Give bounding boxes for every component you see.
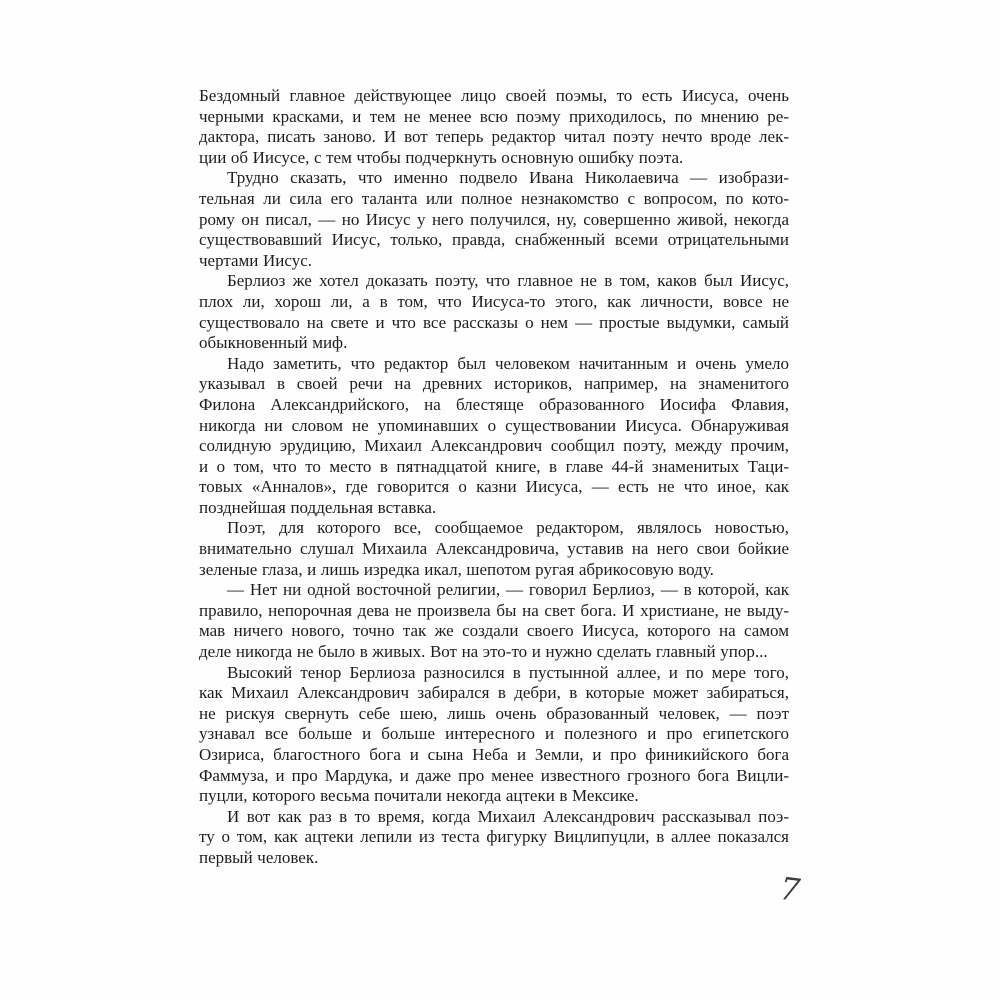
text-line: узнавал все больше и больше интересного и полезного и про египетского [199,724,789,744]
text-line: Трудно сказать, что именно подвело Ивана Николаевича — изобрази- [227,168,789,188]
paragraph [199,518,789,580]
text-line: товых «Анналов», где говорится о казни Иисуса, — есть не что иное, как [199,477,789,497]
text-line: как Михаил Александрович забирался в дебри, в которые может забираться, [199,683,789,703]
text-line: внимательно слушал Михаила Александровича, уставив на него свои бойкие [199,539,789,559]
text-line: Бездомный главное действующее лицо своей поэмы, то есть Иисуса, очень [199,86,789,105]
text-line: Поэт, для которого все, сообщаемое редактором, являлось новостью, [227,518,789,538]
text-line: солидную эрудицию, Михаил Александрович сообщил поэту, между прочим, [199,436,789,456]
text-line: дактора, писать заново. И вот теперь редактор читал поэту нечто вроде лек- [199,127,789,147]
text-line: обыкновенный миф. [199,333,348,353]
text-line: плох ли, хорош ли, а в том, что Иисуса-то этого, как личности, вовсе не [199,291,789,311]
text-line: существовавший Иисус, только, правда, снабженный всеми отрицательными [199,230,789,250]
text-line: рому он писал, — но Иисус у него получился, ну, совершенно живой, некогда [199,209,789,229]
text-line: тельная ли сила его таланта или полное незнакомство с вопросом, по кото- [199,188,789,208]
paragraph [199,663,789,807]
paragraph [199,354,789,519]
paragraph [199,580,789,662]
paragraph [199,271,789,353]
text-line: чертами Иисус. [199,250,312,270]
text-line: черными красками, и тем не менее всю поэму приходилось, по мнению ре- [199,106,789,126]
text-block [199,86,789,869]
paragraph [199,168,789,271]
text-line: указывал в своей речи на древних историков, например, на знаменитого [199,374,789,394]
text-line: существовало на свете и что все рассказы о нем — простые выдумки, самый [199,312,789,332]
text-line: не рискуя свернуть себе шею, лишь очень образованный человек, — поэт [199,703,789,723]
text-line: Берлиоз же хотел доказать поэту, что главное не в том, каков был Иисус, [227,271,789,291]
page-number: 7 [777,870,802,910]
paragraph [199,86,789,168]
text-line: мав ничего нового, точно так же создали своего Иисуса, которого на самом [199,621,789,641]
text-line: И вот как раз в то время, когда Михаил Александрович рассказывал поэ- [227,806,789,826]
text-line: никогда ни словом не упоминавших о существовании Иисуса. Обнаруживая [199,415,789,435]
text-line: Фаммуза, и про Мардука, и даже про менее известного грозного бога Вицли- [199,765,789,785]
text-line: деле никогда не было в живых. Вот на это-то и нужно сделать главный упор... [199,642,768,662]
text-line: ции об Иисусе, с тем чтобы подчеркнуть основную ошибку поэта. [199,147,684,167]
paragraph [199,807,789,869]
text-line: зеленые глаза, и лишь изредка икал, шепотом ругая абрикосовую воду. [199,559,714,579]
text-line: Надо заметить, что редактор был человеком начитанным и очень умело [227,353,789,373]
text-line: Филона Александрийского, на блестяще образованного Иосифа Флавия, [199,394,789,414]
text-line: позднейшая поддельная вставка. [199,497,437,517]
text-line: первый человек. [199,847,319,867]
text-line: ту о том, как ацтеки лепили из теста фигурку Вицлипуцли, в аллее показался [199,827,789,847]
text-line: Озириса, благостного бога и сына Неба и Земли, и про финикийского бога [199,745,789,764]
text-line: — Нет ни одной восточной религии, — говорил Берлиоз, — в которой, как [227,580,789,600]
text-line: и о том, что то место в пятнадцатой книге, в главе 44-й знаменитых Таци- [199,456,789,476]
text-line: правило, непорочная дева не произвела бы на свет бога. И христиане, не выду- [199,600,789,620]
text-line: Высокий тенор Берлиоза разносился в пустынной аллее, и по мере того, [227,662,789,682]
text-line: пуцли, которого весьма почитали некогда ацтеки в Мексике. [199,786,639,806]
